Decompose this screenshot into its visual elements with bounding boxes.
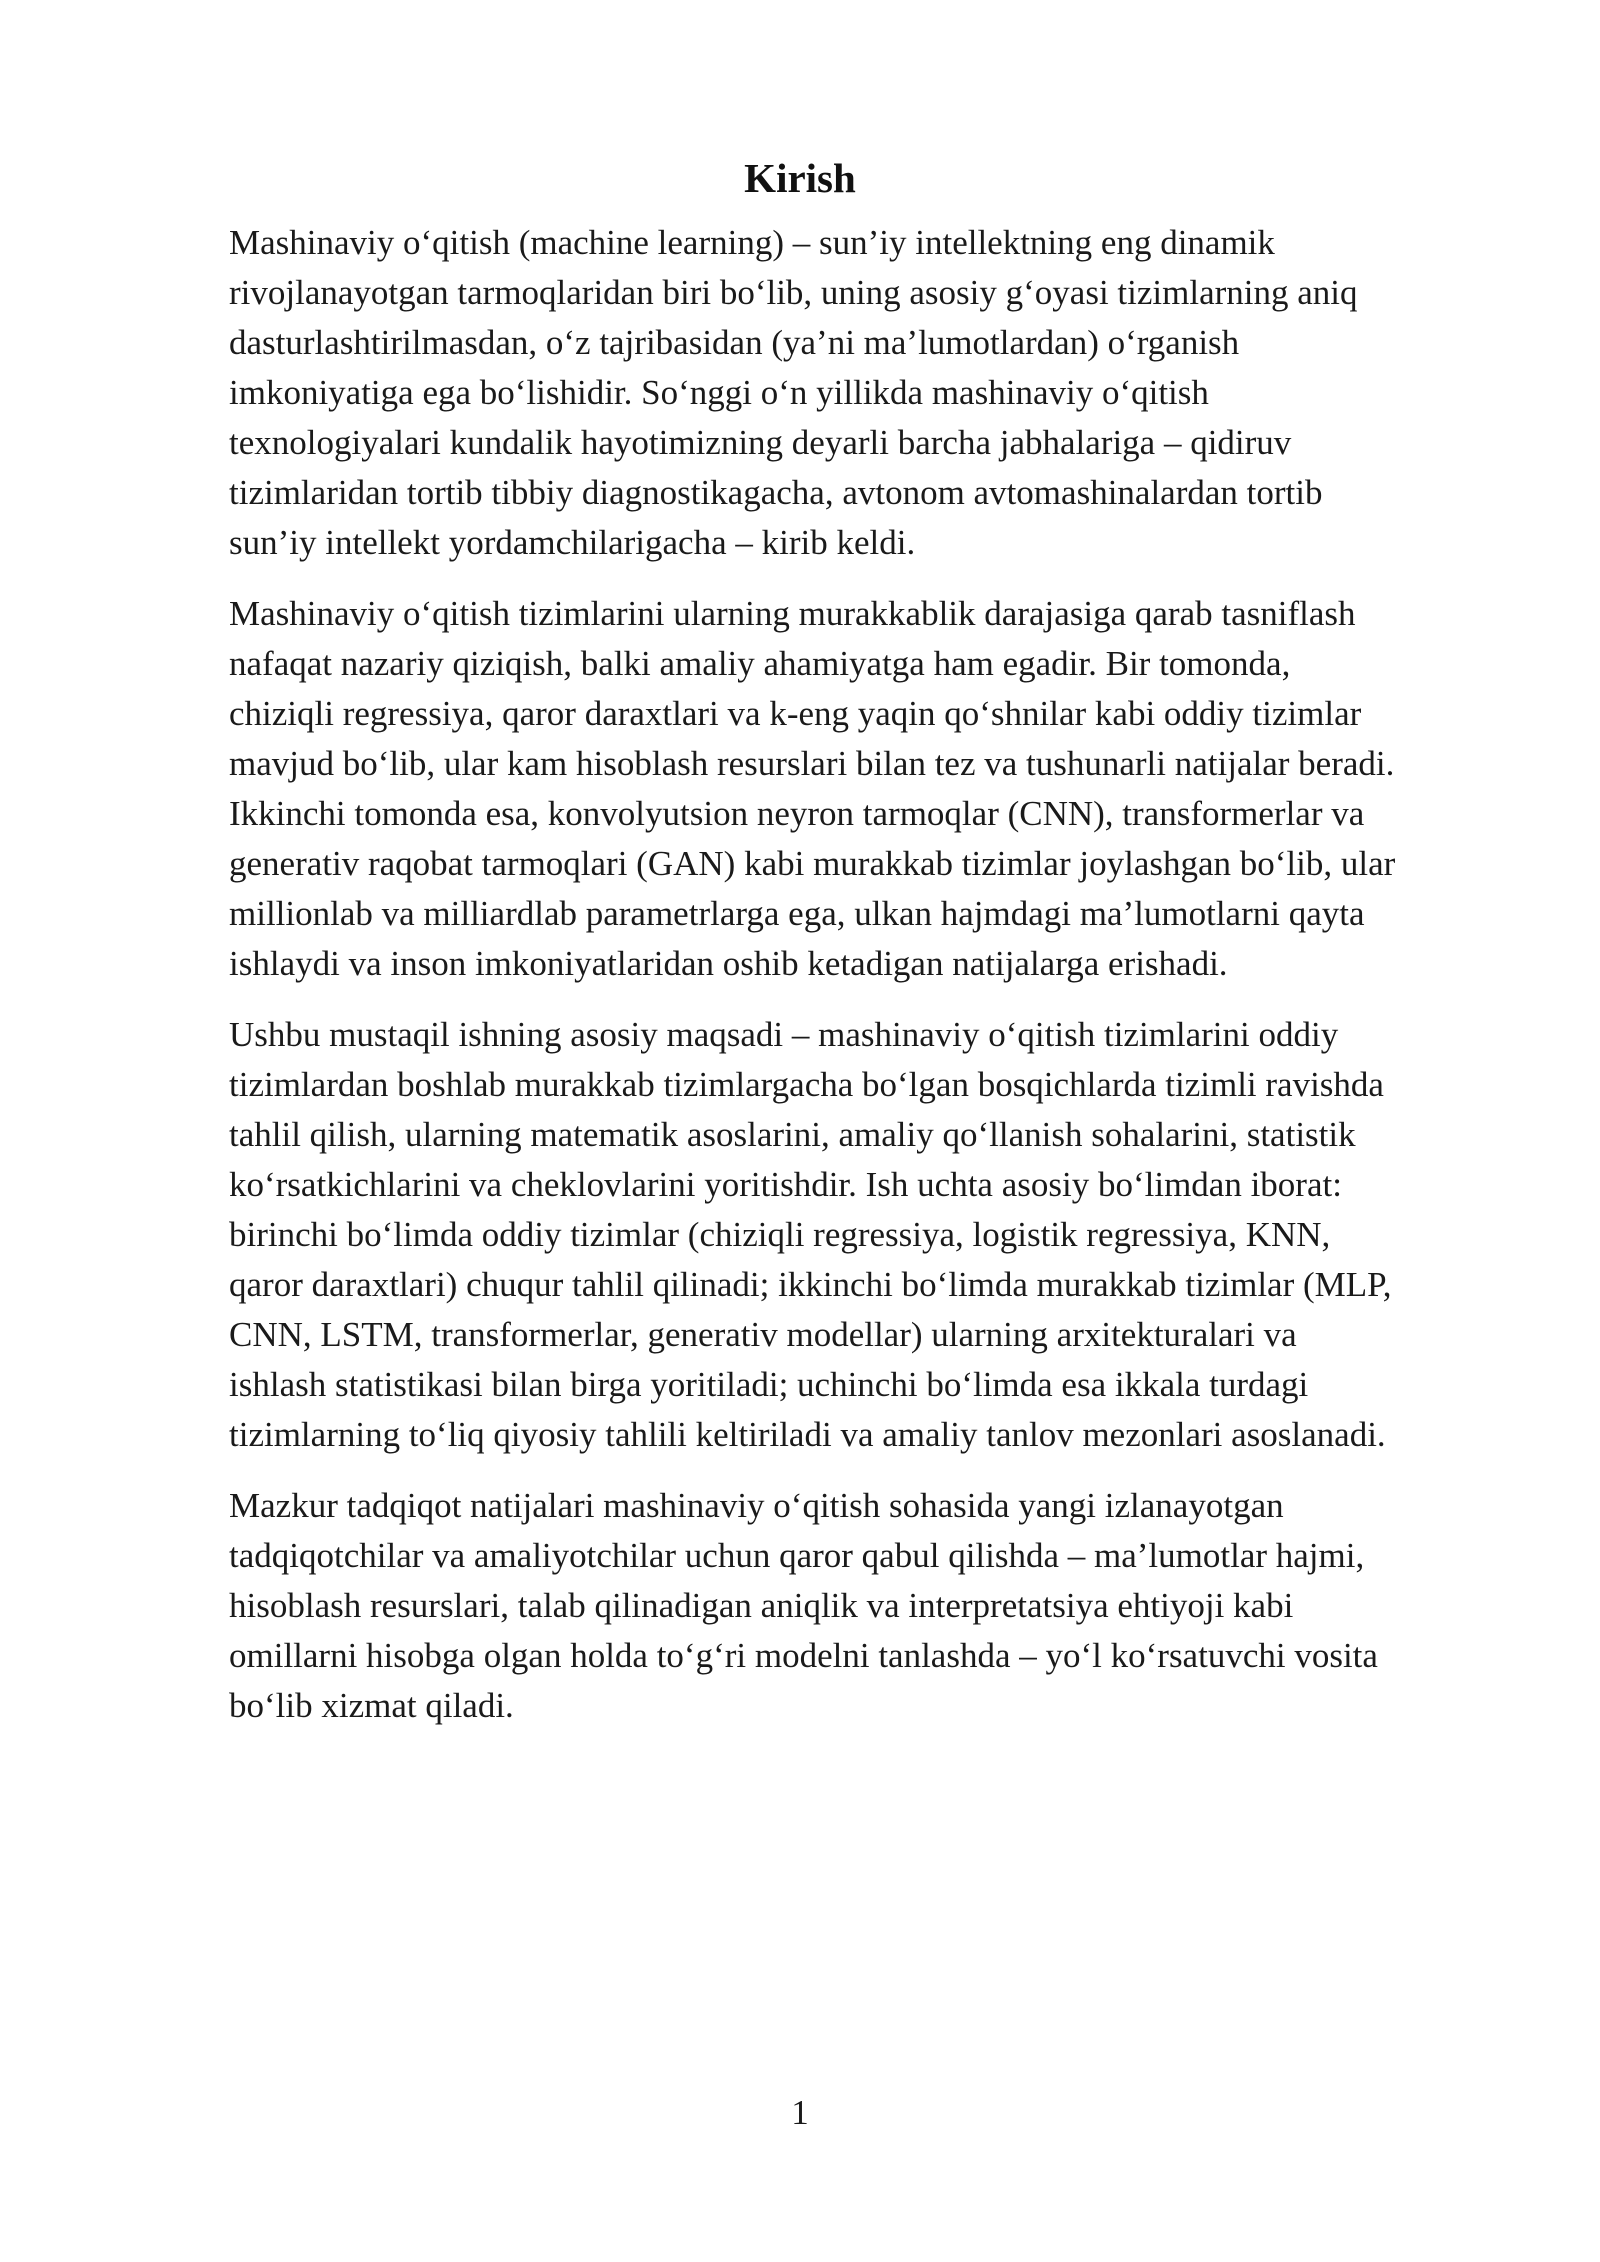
text-line: ishlaydi va inson imkoniyatlaridan oshib ketadigan natijalarga erishadi.	[229, 944, 1228, 983]
text-line: hisoblash resurslari, talab qilinadigan aniqlik va interpretatsiya ehtiyoji kabi	[229, 1586, 1294, 1625]
text-line: qaror daraxtlari) chuqur tahlil qilinadi; ikkinchi bo‘limda murakkab tizimlar (MLP,	[229, 1265, 1392, 1304]
paragraph-1	[229, 218, 1509, 568]
text-line: Mashinaviy o‘qitish (machine learning) – sun’iy intellektning eng dinamik	[229, 223, 1275, 262]
text-line: Mazkur tadqiqot natijalari mashinaviy o‘qitish sohasida yangi izlanayotgan	[229, 1486, 1284, 1525]
text-line: tizimlarning to‘liq qiyosiy tahlili keltiriladi va amaliy tanlov mezonlari asoslanadi.	[229, 1415, 1386, 1454]
text-line: Ikkinchi tomonda esa, konvolyutsion neyron tarmoqlar (CNN), transformerlar va	[229, 794, 1365, 833]
text-line: tahlil qilish, ularning matematik asoslarini, amaliy qo‘llanish sohalarini, statistik	[229, 1115, 1356, 1154]
text-line: tizimlaridan tortib tibbiy diagnostikagacha, avtonom avtomashinalardan tortib	[229, 473, 1323, 512]
text-line: imkoniyatiga ega bo‘lishidir. So‘nggi o‘n yillikda mashinaviy o‘qitish	[229, 373, 1209, 412]
text-line: mavjud bo‘lib, ular kam hisoblash resurslari bilan tez va tushunarli natijalar beradi.	[229, 744, 1395, 783]
text-line: generativ raqobat tarmoqlari (GAN) kabi murakkab tizimlar joylashgan bo‘lib, ular	[229, 844, 1396, 883]
page-title: Kirish	[744, 155, 856, 201]
text-line: ko‘rsatkichlarini va cheklovlarini yoritishdir. Ish uchta asosiy bo‘limdan iborat:	[229, 1165, 1342, 1204]
text-line: texnologiyalari kundalik hayotimizning deyarli barcha jabhalariga – qidiruv	[229, 423, 1292, 462]
text-line: omillarni hisobga olgan holda to‘g‘ri modelni tanlashda – yo‘l ko‘rsatuvchi vosita	[229, 1636, 1378, 1675]
text-line: Mashinaviy o‘qitish tizimlarini ularning murakkablik darajasiga qarab tasniflash	[229, 594, 1356, 633]
text-line: chiziqli regressiya, qaror daraxtlari va k-eng yaqin qo‘shnilar kabi oddiy tizimlar	[229, 694, 1362, 733]
page-number: 1	[791, 2093, 809, 2132]
text-line: tizimlardan boshlab murakkab tizimlargacha bo‘lgan bosqichlarda tizimli ravishda	[229, 1065, 1384, 1104]
text-line: ishlash statistikasi bilan birga yoritiladi; uchinchi bo‘limda esa ikkala turdagi	[229, 1365, 1309, 1404]
text-line: millionlab va milliardlab parametrlarga ega, ulkan hajmdagi ma’lumotlarni qayta	[229, 894, 1365, 933]
text-line: sun’iy intellekt yordamchilarigacha – kirib keldi.	[229, 523, 916, 562]
text-line: Ushbu mustaqil ishning asosiy maqsadi – mashinaviy o‘qitish tizimlarini oddiy	[229, 1015, 1339, 1054]
text-line: dasturlashtirilmasdan, o‘z tajribasidan (ya’ni ma’lumotlardan) o‘rganish	[229, 323, 1240, 362]
text-line: rivojlanayotgan tarmoqlaridan biri bo‘lib, uning asosiy g‘oyasi tizimlarning aniq	[229, 273, 1358, 312]
paragraph-4	[229, 1481, 1509, 1731]
paragraph-2	[229, 589, 1509, 989]
text-line: nafaqat nazariy qiziqish, balki amaliy ahamiyatga ham egadir. Bir tomonda,	[229, 644, 1291, 683]
text-line: bo‘lib xizmat qiladi.	[229, 1686, 514, 1725]
text-line: tadqiqotchilar va amaliyotchilar uchun qaror qabul qilishda – ma’lumotlar hajmi,	[229, 1536, 1365, 1575]
text-line: birinchi bo‘limda oddiy tizimlar (chiziqli regressiya, logistik regressiya, KNN,	[229, 1215, 1331, 1254]
text-line: CNN, LSTM, transformerlar, generativ modellar) ularning arxitekturalari va	[229, 1315, 1297, 1354]
body-text	[229, 218, 1509, 1752]
paragraph-3	[229, 1010, 1509, 1460]
